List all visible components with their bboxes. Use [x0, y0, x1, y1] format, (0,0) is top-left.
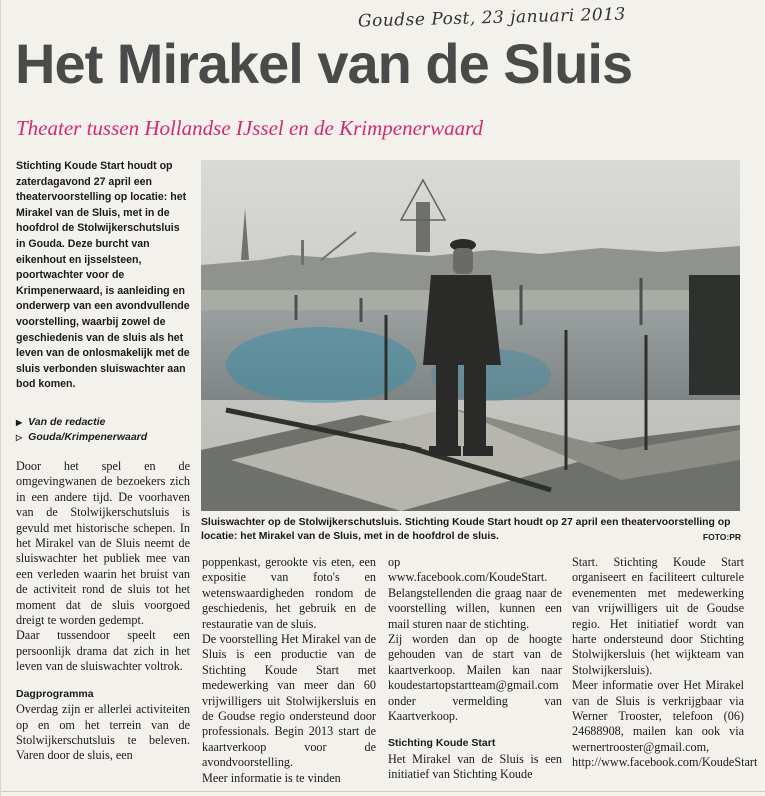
column-2-paragraph-2: De voorstelling Het Mirakel van de Sluis is een productie van de Stichting Koude Start met medewerking van meer dan 60 vrijwilligers uit Stolwijkersluis en de Goudse regio ondersteund door professionals. Begin 2013 start de kaartverkoop voor de avondvoorstelling. — [202, 632, 376, 770]
article-subtitle: Theater tussen Hollandse IJssel en de Krimpenerwaard — [16, 116, 484, 140]
column-2-paragraph-1: poppenkast, gerookte vis eten, een expositie van foto's en wetenswaardigheden rondom de geschiedenis, het gebruik en de restauratie van de sluis. — [202, 555, 376, 631]
column-3-subheading: Stichting Koude Start — [388, 737, 496, 750]
photo-credit: FOTO:PR — [702, 532, 741, 542]
article-column-1 — [16, 459, 190, 764]
column-1-paragraph-2: Daar tussendoor speelt een persoonlijk drama dat zich in het leven van de sluiswachter voltrok. — [16, 628, 190, 674]
column-3-paragraph-3: Het Mirakel van de Sluis is een initiatief van Stichting Koude — [388, 751, 562, 782]
photo-caption — [201, 516, 741, 544]
article-column-3 — [388, 555, 562, 783]
triangle-outline-icon: ▷ — [16, 433, 23, 442]
article-intro: Stichting Koude Start houdt op zaterdagavond 27 april een theatervoorstelling op locatie: het Mirakel van de Sluis, met in de hoofdrol de Stolwijkerschutsluis in Gouda. Deze burcht van eikenhout en ijsselsteen, poortwachter voor de Krimpenerwaard, is aanleiding en onderwerp van een avondvullende voorstelling, waarbij zowel de geschiedenis van de sluis als het leven van de onlosmakelijk met de sluis verbonden sluiswachter aan bod komen. — [16, 160, 190, 391]
article-headline: Het Mirakel van de Sluis — [15, 32, 633, 95]
column-3-paragraph-2: Zij worden dan op de hoogte gehouden van de start van de kaartverkoop. Mailen kan naar koudestartopstartteam@gmail.com onder vermelding van Kaartverkoop. — [388, 632, 562, 724]
article-column-2 — [202, 555, 376, 786]
handwritten-source-note: Goudse Post, 23 januari 2013 — [357, 4, 627, 32]
column-3-paragraph-1: op www.facebook.com/KoudeStart. Belangstellenden die graag naar de voorstelling willen, kunnen een mail sturen naar de stichting. — [388, 555, 562, 631]
column-2-paragraph-3: Meer informatie is te vinden — [202, 770, 341, 785]
column-4-paragraph-2: Meer informatie over Het Mirakel van de Sluis is verkrijgbaar via Werner Trooster, telefoon (06) 24688908, mailen kan ook via wernertrooster@gmail.com, http://www.facebook.com/KoudeStart — [572, 678, 758, 770]
article-photo — [201, 160, 740, 511]
sluiswachter-photo-icon — [201, 160, 740, 511]
column-1-subheading: Dagprogramma — [16, 687, 94, 700]
byline-source: Van de redactie — [28, 416, 106, 428]
bottom-divider — [1, 791, 765, 792]
byline-region-row — [16, 430, 190, 445]
article-column-4 — [572, 555, 758, 771]
byline-region: Gouda/Krimpenerwaard — [28, 431, 148, 443]
triangle-filled-icon: ▶ — [16, 418, 23, 427]
column-4-paragraph-1: Start. Stichting Koude Start organiseert en faciliteert culturele evenementen met medewerking van vrijwilligers uit de Goudse regio. Het initiatief wordt van harte ondersteund door Stichting Stolwijkersluis (het wijkteam van Stolwijkersluis). — [572, 555, 744, 677]
byline — [16, 415, 190, 445]
byline-source-row — [16, 415, 190, 430]
column-1-paragraph-1: Door het spel en de omgevingwanen de bezoekers zich in een andere tijd. De voorhaven van de Stolwijkerschutsluis is gevuld met historische schepen. In het Mirakel van de Sluis neemt de sluiswachter het publiek mee van een verleden waarin het bruist van de activiteit rond de sluis tot het moment dat de sluis voorgoed dreigt te worden gedempt. — [16, 459, 190, 628]
photo-caption-text: Sluiswachter op de Stolwijkerschutsluis. Stichting Koude Start houdt op 27 april een theatervoorstelling op locatie: het Mirakel van de Sluis, met in de hoofdrol de sluis. — [201, 517, 731, 542]
column-1-paragraph-3: Overdag zijn er allerlei activiteiten op en om het terrein van de Stolwijkerschutsluis te beleven. Varen door de sluis, een — [16, 702, 190, 763]
